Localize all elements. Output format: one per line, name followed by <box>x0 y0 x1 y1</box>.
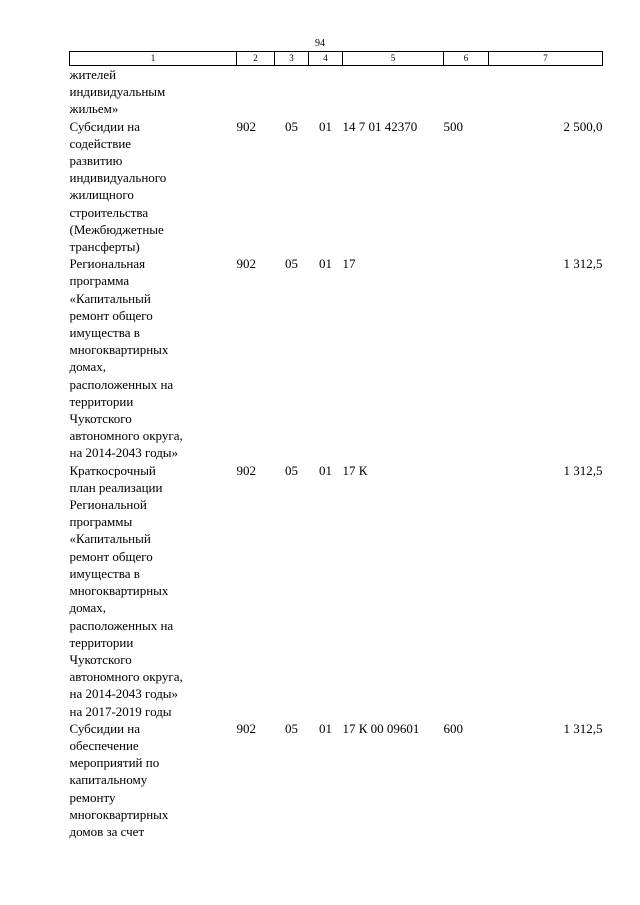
row-name-line: автономного округа, <box>69 428 183 444</box>
row-name-line: трансферты) <box>69 239 140 255</box>
admin-code-cell <box>237 66 275 118</box>
row-name-line: «Капитальный <box>69 531 151 547</box>
header-col-3: 3 <box>275 52 309 66</box>
admin-code-cell: 902 <box>236 256 256 272</box>
row-name-line: автономного округа, <box>69 669 183 685</box>
subsection-code-cell: 01 <box>319 256 332 272</box>
row-name-line: программы <box>69 514 133 530</box>
row-name-line: содействие <box>69 135 132 151</box>
amount-cell: 2 500,0 <box>563 118 603 134</box>
subsection-code-cell <box>309 66 343 118</box>
section-code-cell: 05 <box>285 118 298 134</box>
header-col-2: 2 <box>237 52 275 66</box>
target-article-cell: 14 7 01 42370 <box>342 118 418 134</box>
table-row <box>70 118 603 256</box>
section-code-cell: 05 <box>285 462 298 478</box>
row-name-line: обеспечение <box>69 737 139 753</box>
row-name-line: имущества в <box>69 325 140 341</box>
row-name-cell <box>70 66 237 118</box>
expense-type-cell <box>444 66 489 118</box>
section-code-cell: 05 <box>285 256 298 272</box>
row-name-line: Субсидии на <box>69 720 141 736</box>
table-row <box>70 462 603 720</box>
row-name-line: Субсидии на <box>69 118 141 134</box>
row-name-line: на 2017-2019 годы <box>69 703 172 719</box>
header-col-1: 1 <box>70 52 237 66</box>
budget-table <box>69 51 603 840</box>
row-name-line: развитию <box>69 153 123 169</box>
target-article-cell: 17 К <box>342 462 368 478</box>
row-name-line: расположенных на <box>69 617 174 633</box>
row-name-line: капитальному <box>69 772 148 788</box>
table-row <box>70 255 603 461</box>
row-name-line: многоквартирных <box>69 806 169 822</box>
row-name-line: домах, <box>69 359 107 375</box>
amount-cell: 1 312,5 <box>563 720 603 736</box>
subsection-code-cell: 01 <box>319 118 332 134</box>
header-col-4: 4 <box>309 52 343 66</box>
row-name-line: домах, <box>69 600 107 616</box>
row-name-cell <box>70 720 237 840</box>
row-name-line: строительства <box>69 204 149 220</box>
row-name-line: многоквартирных <box>69 342 169 358</box>
section-code-cell <box>275 66 309 118</box>
row-name-line: многоквартирных <box>69 583 169 599</box>
table-row <box>70 66 603 118</box>
row-name-line: домов за счет <box>69 823 145 839</box>
row-name-line: Чукотского <box>69 411 132 427</box>
header-col-7: 7 <box>489 52 603 66</box>
header-col-5: 5 <box>343 52 444 66</box>
row-name-line: мероприятий по <box>69 755 160 771</box>
row-name-line: территории <box>69 393 134 409</box>
row-name-line: индивидуальным <box>69 84 166 100</box>
row-name-line: индивидуального <box>69 170 167 186</box>
row-name-cell <box>70 118 237 256</box>
row-name-line: жилищного <box>69 187 134 203</box>
expense-type-cell <box>444 462 489 720</box>
header-col-6: 6 <box>444 52 489 66</box>
row-name-line: Региональной <box>69 497 147 513</box>
row-name-line: Региональная <box>69 256 146 272</box>
row-name-line: ремонт общего <box>69 548 153 564</box>
subsection-code-cell: 01 <box>319 462 332 478</box>
row-name-line: программа <box>69 273 130 289</box>
expense-type-cell: 600 <box>443 720 463 736</box>
target-article-cell: 17 К 00 09601 <box>342 720 420 736</box>
header-row <box>70 52 603 66</box>
row-name-line: Краткосрочный <box>69 462 156 478</box>
subsection-code-cell: 01 <box>319 720 332 736</box>
table-row <box>70 720 603 840</box>
section-code-cell: 05 <box>285 720 298 736</box>
row-name-line: на 2014-2043 годы» <box>69 445 179 461</box>
row-name-line: территории <box>69 634 134 650</box>
row-name-line: «Капитальный <box>69 290 151 306</box>
expense-type-cell <box>444 255 489 461</box>
row-name-cell <box>70 255 237 461</box>
row-name-cell <box>70 462 237 720</box>
page-number: 94 <box>315 38 325 49</box>
expense-type-cell: 500 <box>443 118 463 134</box>
row-name-line: ремонту <box>69 789 116 805</box>
row-name-line: имущества в <box>69 565 140 581</box>
row-name-line: план реализации <box>69 479 163 495</box>
target-article-cell: 17 <box>342 256 356 272</box>
row-name-line: ремонт общего <box>69 307 153 323</box>
row-name-line: жильем» <box>69 101 119 117</box>
admin-code-cell: 902 <box>236 118 256 134</box>
admin-code-cell: 902 <box>236 462 256 478</box>
amount-cell <box>489 66 603 118</box>
amount-cell: 1 312,5 <box>563 462 603 478</box>
table-body <box>70 66 603 841</box>
admin-code-cell: 902 <box>236 720 256 736</box>
row-name-line: жителей <box>69 67 117 82</box>
row-name-line: на 2014-2043 годы» <box>69 686 179 702</box>
row-name-line: Чукотского <box>69 651 132 667</box>
row-name-line: расположенных на <box>69 376 174 392</box>
target-article-cell <box>343 66 444 118</box>
amount-cell: 1 312,5 <box>563 256 603 272</box>
row-name-line: (Межбюджетные <box>69 221 164 237</box>
